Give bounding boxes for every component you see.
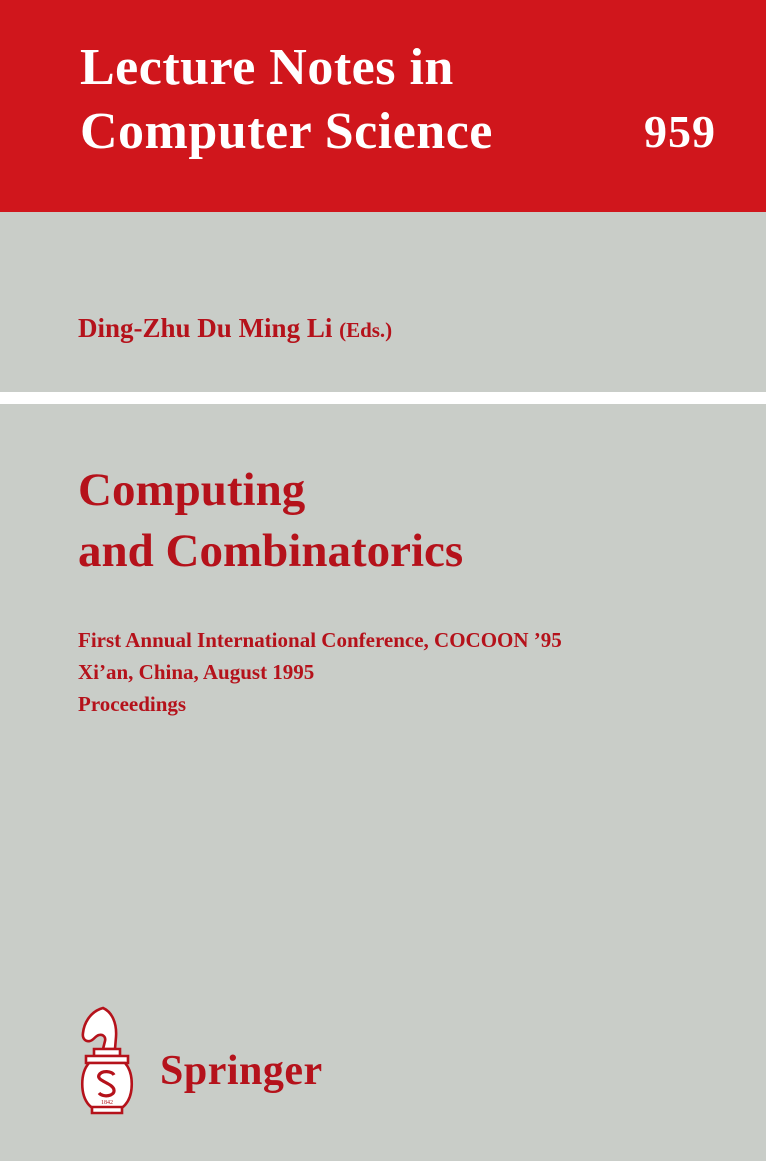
- divider: [0, 392, 766, 404]
- book-title-line2: and Combinatorics: [78, 525, 464, 578]
- logo-year: 1842: [101, 1100, 113, 1106]
- springer-knight-logo-icon: [70, 1003, 142, 1121]
- subtitle-line3: Proceedings: [78, 691, 187, 716]
- publisher-name: Springer: [160, 1048, 323, 1094]
- volume-number: 959: [644, 106, 716, 157]
- page-title: [78, 460, 698, 582]
- editors-role: (Eds.): [339, 318, 393, 342]
- editor-names: Ding-Zhu Du Ming Li: [78, 313, 340, 343]
- series-title-line2: Computer Science: [80, 102, 493, 160]
- book-title-line1: Computing: [78, 464, 306, 516]
- book-subtitle: [78, 625, 698, 721]
- series-banner: [0, 0, 766, 212]
- series-title-line1: Lecture Notes in: [80, 39, 454, 96]
- subtitle-line1: First Annual International Conference, COCOON ’95: [78, 628, 562, 652]
- publisher-logo-block: [62, 1003, 382, 1123]
- editors-line: [78, 313, 392, 344]
- subtitle-line2: Xi’an, China, August 1995: [78, 659, 315, 684]
- series-title: [80, 36, 600, 164]
